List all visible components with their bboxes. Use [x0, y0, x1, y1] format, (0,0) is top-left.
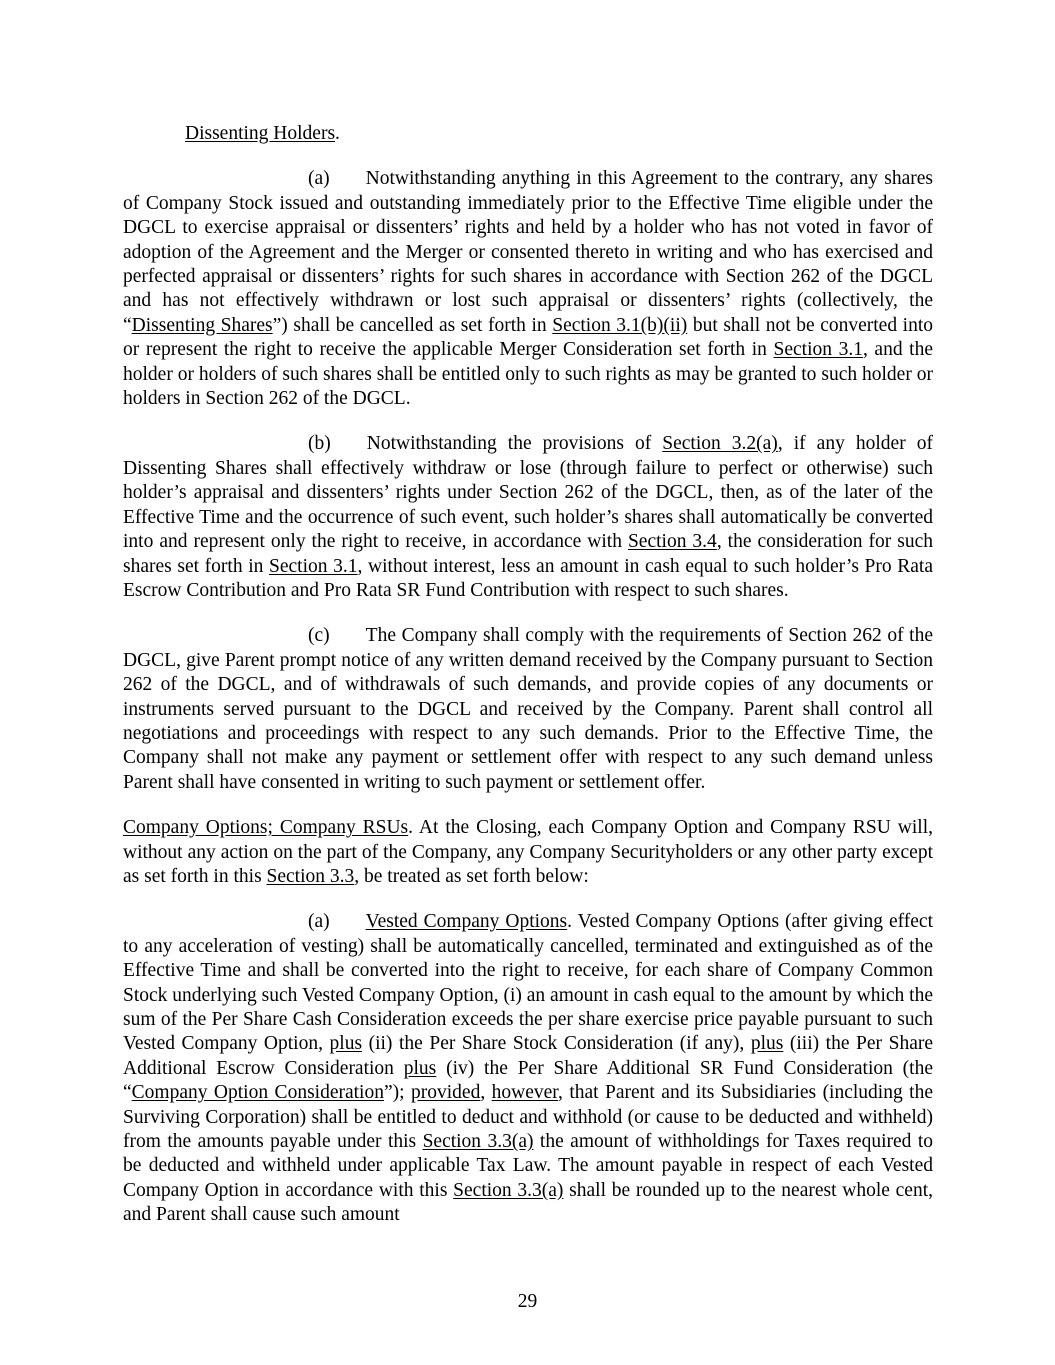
- text-run: (ii) the Per Share Stock Consideration (if any),: [362, 1033, 751, 1055]
- section-reference: Section 3.4: [627, 531, 717, 553]
- text-run: . Vested Company Options (after giving effect to any acceleration of vesting) shall be automatically cancelled, terminated and extinguished as of the Effective Time and shall be converted into the right to receive, for each share of Company Common Stock underlying such Vested Company Option, (i) an amount in cash equal to the amount by which the sum of the Per Share Cash Consideration exceeds the per share exercise price payable pursuant to such Vested Company Option,: [123, 911, 933, 1055]
- paragraph-label: (a): [308, 911, 330, 933]
- paragraph-label: (a): [308, 168, 330, 190]
- section-reference: Section 3.3: [266, 865, 355, 887]
- defined-term: Company Options; Company RSUs: [123, 817, 409, 839]
- paragraph-a-dissenting: [123, 167, 933, 411]
- text-run: the amount of withholdings for Taxes required to be deducted and withheld under applicable Tax Law. The amount payable in respect of each Vested Company Option in accordance with this: [123, 1131, 933, 1201]
- paragraph-label: (b): [308, 433, 331, 455]
- text-run: The Company shall comply with the requirements of Section 262 of the DGCL, give Parent prompt notice of any written demand received by the Company pursuant to Section 262 of the DGCL, and of withdrawals of such demands, and provide copies of any documents or instruments served pursuant to the DGCL and received by the Company. Parent shall control all negotiations and proceedings with respect to any such demands. Prior to the Effective Time, the Company shall not make any payment or settlement offer with respect to any such demand unless Parent shall have consented in writing to such payment or settlement offer.: [123, 625, 933, 793]
- paragraph-b-dissenting: [123, 432, 933, 603]
- text-run: Notwithstanding anything in this Agreement to the contrary, any shares of Company Stock issued and outstanding immediately prior to the Effective Time eligible under the DGCL to exercise appraisal or dissenters’ rights and held by a holder who has not voted in favor of adoption of the Agreement and the Merger or consented thereto in writing and who has exercised and perfected appraisal or dissenters’ rights for such shares in accordance with Section 262 of the DGCL and has not effectively withdrawn or lost such appraisal or dissenters’ rights (collectively, the “: [123, 168, 933, 336]
- text-run: , and the holder or holders of such shares shall be entitled only to such rights as may be granted to such holder or holders in Section 262 of the DGCL.: [123, 339, 933, 410]
- defined-term: Vested Company Options: [365, 911, 568, 933]
- underlined-text: plus: [329, 1033, 363, 1055]
- text-run: , that Parent and its Subsidiaries (including the Surviving Corporation) shall be entitled to deduct and withhold (or cause to be deducted and withheld) from the amounts payable under this: [123, 1082, 933, 1153]
- text-run: Notwithstanding the provisions of: [366, 433, 663, 455]
- underlined-text: plus: [750, 1033, 784, 1055]
- section-reference: Section 3.3(a): [453, 1179, 564, 1201]
- text-run: ”);: [383, 1082, 411, 1104]
- text-run: but shall not be converted into or represent the right to receive the applicable Merger Consideration set forth in: [123, 314, 933, 361]
- page-number: 29: [517, 1291, 538, 1312]
- text-run: (iv) the Per Share Additional SR Fund Consideration (the “: [123, 1057, 933, 1104]
- text-run: , without interest, less an amount in cash equal to such holder’s Pro Rata Escrow Contribution and Pro Rata SR Fund Contribution with respect to such shares.: [123, 555, 934, 601]
- heading-dissenting-holders: [123, 122, 933, 146]
- defined-term: Company Option Consideration: [131, 1082, 384, 1104]
- section-reference: Section 3.1(b)(ii): [552, 314, 688, 336]
- section-reference: Section 3.1: [773, 339, 863, 361]
- text-run: ,: [480, 1082, 492, 1104]
- document-body: [123, 122, 933, 1249]
- section-reference: Section 3.2(a): [662, 433, 778, 455]
- text-run: shall be rounded up to the nearest whole cent, and Parent shall cause such amount: [123, 1179, 933, 1226]
- text-run: (iii) the Per Share Additional Escrow Consideration: [123, 1033, 933, 1079]
- underlined-text: however: [491, 1082, 559, 1104]
- paragraph-company-options: [123, 816, 933, 889]
- text-run: ”) shall be cancelled as set forth in: [272, 314, 553, 336]
- underlined-text: provided: [411, 1082, 481, 1104]
- defined-term: Dissenting Shares: [131, 314, 273, 336]
- paragraph-a-vested-options: [123, 910, 933, 1227]
- text-run: , be treated as set forth below:: [354, 865, 589, 887]
- paragraph-c-dissenting: [123, 624, 933, 795]
- underlined-text: plus: [403, 1057, 437, 1079]
- text-run: , the consideration for such shares set forth in: [123, 531, 933, 577]
- text-run: . At the Closing, each Company Option and Company RSU will, without any action on the part of the Company, any Company Securityholders or any other party except as set forth in this: [123, 817, 933, 887]
- underlined-text: Dissenting Holders: [185, 123, 336, 144]
- text-run: .: [335, 123, 340, 144]
- section-reference: Section 3.1: [269, 555, 358, 577]
- section-reference: Section 3.3(a): [422, 1131, 534, 1153]
- text-run: , if any holder of Dissenting Shares shall effectively withdraw or lose (through failure to perfect or otherwise) such holder’s appraisal and dissenters’ rights under Section 262 of the DGCL, then, as of the later of the Effective Time and the occurrence of such event, such holder’s shares shall automatically be converted into and represent only the right to receive, in accordance with: [123, 433, 933, 553]
- paragraph-label: (c): [308, 625, 330, 647]
